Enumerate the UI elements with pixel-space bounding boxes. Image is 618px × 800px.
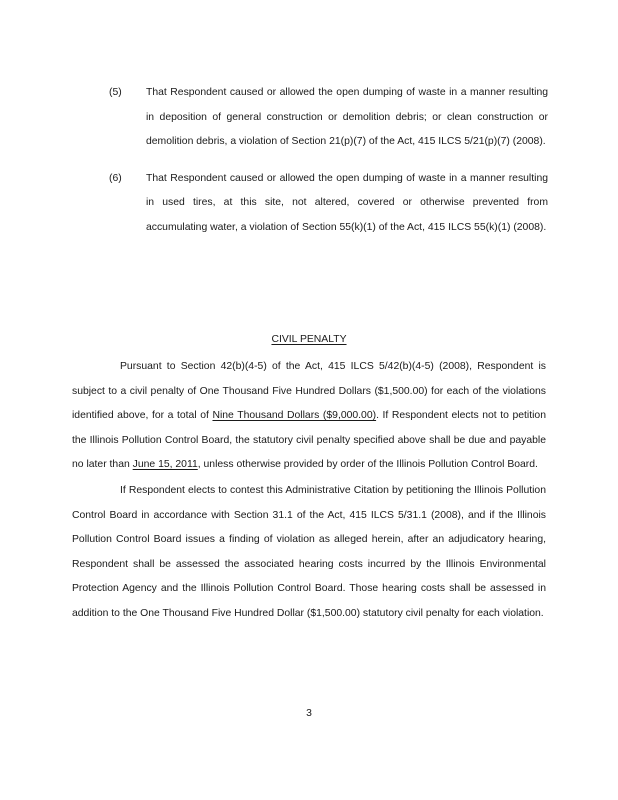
civil-penalty-heading: CIVIL PENALTY xyxy=(271,334,347,345)
hearing-costs-paragraph: If Respondent elects to contest this Administrative Citation by petitioning the Illinois Pollution Control Board in accordance with Section 31.1 of the Act, 415 ILCS 5/31.1 (2008), and if the Illinois Pollution Control Board issues a finding of violation as alleged herein, after an adjudicatory hearing, Respondent shall be assessed the associated hearing costs incurred by the Illinois Environmental Protection Agency and the Illinois Pollution Control Board. Those hearing costs shall be assessed in addition to the One Thousand Five Hundred Dollar ($1,500.00) statutory civil penalty for each violation. xyxy=(72,484,546,619)
finding-number: (6) xyxy=(109,172,122,184)
finding-text: That Respondent caused or allowed the open dumping of waste in a manner resulting in used tires, at this site, not altered, covered or otherwise prevented from accumulating water, a violation of Section 55(k)(1) of the Act, 415 ILCS 55(k)(1) (2008). xyxy=(146,172,548,233)
finding-number: (5) xyxy=(109,87,122,98)
finding-item-6 xyxy=(72,167,548,241)
penalty-total-amount: Nine Thousand Dollars ($9,000.00) xyxy=(212,410,377,422)
penalty-text-part1: Pursuant to Section 42(b)(4-5) of the Act, 415 ILCS 5/42(b)(4-5) (2008), Respondent is subject to a civil penalty of One Thousand Five Hundred Dollars ($1,500.00) for each of the violations identified above, for a total of xyxy=(72,361,546,422)
penalty-text-part3: , unless otherwise provided by order of the Illinois Pollution Control Board. xyxy=(197,459,538,471)
finding-item-5 xyxy=(72,81,548,155)
penalty-text-part2: . If Respondent elects not to petition the Illinois Pollution Control Board, the statutory civil penalty specified above shall be due and payable no later than xyxy=(72,410,546,471)
page-number: 3 xyxy=(306,708,312,719)
penalty-due-date: June 15, 2011 xyxy=(132,459,198,471)
civil-penalty-section xyxy=(72,355,546,627)
penalty-paragraph xyxy=(72,355,546,478)
violation-findings-list xyxy=(72,81,548,241)
finding-text: That Respondent caused or allowed the open dumping of waste in a manner resulting in deposition of general construction or demolition debris; or clean construction or demolition debris, a violation of Section 21(p)(7) of the Act, 415 ILCS 5/21(p)(7) (2008). xyxy=(146,87,548,148)
